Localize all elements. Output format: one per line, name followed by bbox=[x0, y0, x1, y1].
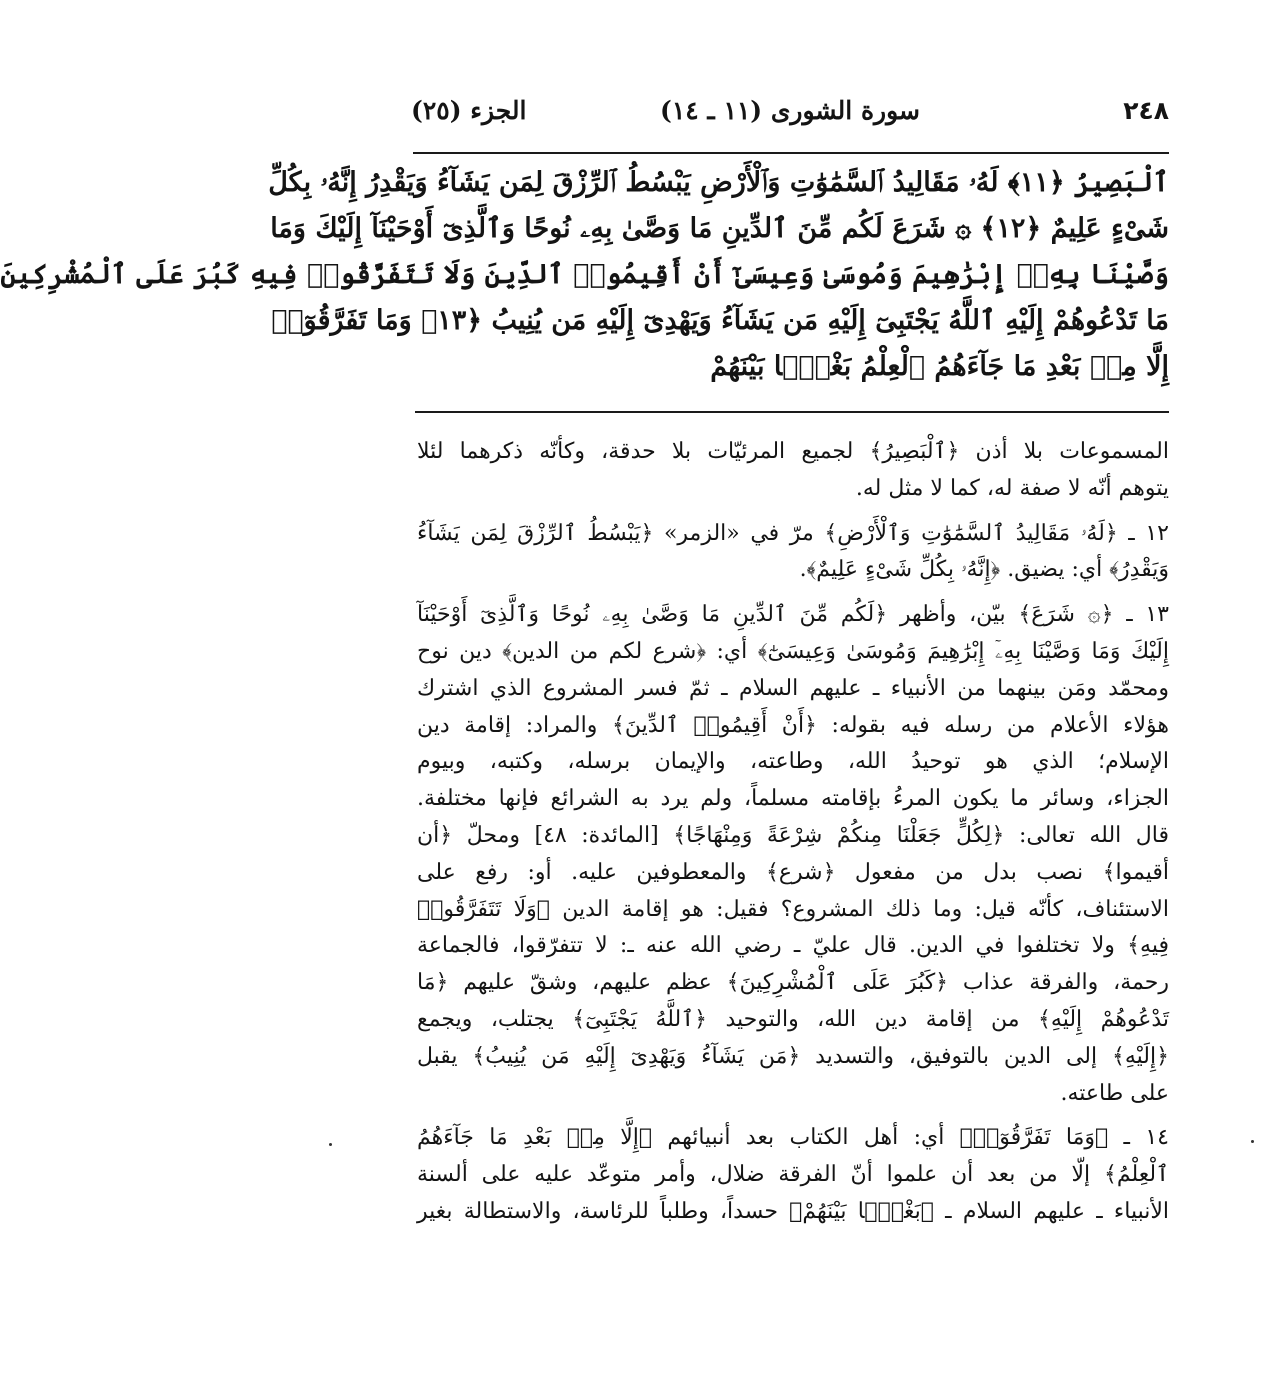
commentary-line: الجزاء، وسائر ما يكون المرءُ بإقامته مسلماً، ولم يرد به الشرائع فإنها مختلفة. bbox=[417, 786, 1169, 812]
commentary-line: على طاعته. bbox=[1060, 1080, 1169, 1106]
quran-line: مَا تَدْعُوهُمْ إِلَيْهِ ٱللَّهُ يَجْتَبِىٓ إِلَيْهِ مَن يَشَآءُ وَيَهْدِىٓ إِلَيْهِ مَن يُنِيبُ ﴿١٣﴾ وَمَا تَفَرَّقُوٓا۟ bbox=[271, 305, 1169, 336]
quran-text bbox=[0, 160, 1169, 390]
commentary-line: تَدْعُوهُمْ إِلَيْهِ﴾ من إقامة دين الله، والتوحيد ﴿ٱللَّهُ يَجْتَبِىٓ﴾ يجتلب، ويجمع bbox=[417, 1006, 1169, 1032]
commentary-text bbox=[417, 434, 1169, 1231]
scan-speck bbox=[329, 1143, 332, 1146]
paragraph-gap bbox=[417, 1112, 1169, 1120]
commentary-line: ٱلْعِلْمُ﴾ إلّا من بعد أن علموا أنّ الفرقة ضلال، وأمر متوعّد عليه على ألسنة bbox=[417, 1162, 1169, 1188]
part-label: الجزء (٢٥) bbox=[411, 96, 527, 125]
commentary-line: قال الله تعالى: ﴿لِكُلٍّ جَعَلْنَا مِنكُمْ شِرْعَةً وَمِنْهَاجًا﴾ [المائدة: ٤٨] ومحلّ ﴿أن bbox=[417, 822, 1169, 848]
commentary-line: ١٢ ـ ﴿لَهُۥ مَقَالِيدُ ٱلسَّمَٰوَٰتِ وَٱلْأَرْضِ﴾ مرّ في «الزمر» ﴿يَبْسُطُ ٱلرِّزْقَ لِمَن يَشَآءُ bbox=[417, 520, 1169, 546]
page-header bbox=[409, 96, 1171, 140]
commentary-line: الاستئناف، كأنّه قيل: وما ذلك المشروع؟ فقيل: هو إقامة الدين ﴿وَلَا تَتَفَرَّقُوا۟ bbox=[417, 896, 1169, 922]
commentary-line: الإسلام؛ الذي هو توحيدُ الله، وطاعته، والإيمان برسله، وكتبه، وبيوم bbox=[417, 749, 1169, 775]
commentary-line: رحمة، والفرقة عذاب ﴿كَبُرَ عَلَى ٱلْمُشْرِكِينَ﴾ عظم عليهم، وشقّ عليهم ﴿مَا bbox=[417, 970, 1169, 996]
scan-speck bbox=[1251, 1140, 1254, 1143]
commentary-line: إِلَيْكَ وَمَا وَصَّيْنَا بِهِۦٓ إِبْرَٰهِيمَ وَمُوسَىٰ وَعِيسَىٰٓ﴾ أي: ﴿شرع لكم من الدين﴾ دين نوح bbox=[417, 638, 1169, 664]
commentary-line: ١٣ ـ ﴿۞ شَرَعَ﴾ بيّن، وأظهر ﴿لَكُم مِّنَ ٱلدِّينِ مَا وَصَّىٰ بِهِۦ نُوحًا وَٱلَّذِىٓ أَوْحَيْنَآ bbox=[417, 602, 1169, 628]
commentary-line: فِيهِ﴾ ولا تختلفوا في الدين. قال عليّ ـ رضي الله عنه ـ: لا تتفرّقوا، فالجماعة bbox=[417, 933, 1169, 959]
commentary-line: وَيَقْدِرُ﴾ أي: يضيق. ﴿إِنَّهُۥ بِكُلِّ شَىْءٍ عَلِيمٌ﴾. bbox=[799, 557, 1169, 583]
quran-line: شَىْءٍ عَلِيمٌ ﴿١٢﴾ ۞ شَرَعَ لَكُم مِّنَ ٱلدِّينِ مَا وَصَّىٰ بِهِۦ نُوحًا وَٱلَّذِىٓ أَوْحَيْنَآ إِلَيْكَ وَمَا bbox=[270, 213, 1169, 244]
commentary-line: ﴿إِلَيْهِ﴾ إلى الدين بالتوفيق، والتسديد ﴿مَن يَشَآءُ وَيَهْدِىٓ إِلَيْهِ مَن يُنِيبُ﴾ يقبل bbox=[417, 1043, 1170, 1069]
quran-line: وَصَّيْنَا بِهِۦٓ إِبْرَٰهِيمَ وَمُوسَىٰ وَعِيسَىٰٓ أَنْ أَقِيمُوا۟ ٱلدِّينَ وَلَا تَتَفَرَّقُوا۟ فِيهِ كَبُرَ عَلَى ٱلْمُشْرِكِينَ bbox=[0, 259, 1169, 290]
paragraph-gap bbox=[417, 508, 1169, 516]
commentary-line: المسموعات بلا أذن ﴿ٱلْبَصِيرُ﴾ لجميع المرئيّات بلا حدقة، وكأنّه ذكرهما لئلا bbox=[417, 439, 1169, 464]
commentary-line: يتوهم أنّه لا صفة له، كما لا مثل له. bbox=[855, 475, 1169, 501]
quran-line: ٱلْبَصِيرُ ﴿١١﴾ لَهُۥ مَقَالِيدُ ٱلسَّمَٰوَٰتِ وَٱلْأَرْضِ يَبْسُطُ ٱلرِّزْقَ لِمَن يَشَآءُ وَيَقْدِرُ إِنَّهُۥ بِكُلِّ bbox=[268, 167, 1169, 198]
commentary-line: ومحمّد ومَن بينهما من الأنبياء ـ عليهم السلام ـ ثمّ فسر المشروع الذي اشترك bbox=[417, 675, 1169, 701]
page-number: ٢٤٨ bbox=[1123, 96, 1169, 125]
paragraph-gap bbox=[417, 589, 1169, 597]
commentary-line: الأنبياء ـ عليهم السلام ـ ﴿بَغْيًۢا بَيْنَهُمْ﴾ حسداً، وطلباً للرئاسة، والاستطالة بغير bbox=[417, 1198, 1170, 1224]
sura-title: سورة الشورى (١١ ـ ١٤) bbox=[660, 96, 920, 125]
commentary-line: أقيموا﴾ نصب بدل من مفعول ﴿شرع﴾ والمعطوفين عليه. أو: رفع على bbox=[417, 859, 1169, 885]
section-divider bbox=[415, 411, 1169, 413]
quran-line: إِلَّا مِنۢ بَعْدِ مَا جَآءَهُمُ ٱلْعِلْمُ بَغْيًۢا بَيْنَهُمْ bbox=[710, 351, 1169, 382]
commentary-line: ١٤ ـ ﴿وَمَا تَفَرَّقُوٓا۟﴾ أي: أهل الكتاب بعد أنبيائهم ﴿إِلَّا مِنۢ بَعْدِ مَا جَآءَهُمُ bbox=[417, 1125, 1169, 1151]
commentary-line: هؤلاء الأعلام من رسله فيه بقوله: ﴿أَنْ أَقِيمُوا۟ ٱلدِّينَ﴾ والمراد: إقامة دين bbox=[417, 712, 1169, 738]
header-divider bbox=[413, 152, 1169, 154]
